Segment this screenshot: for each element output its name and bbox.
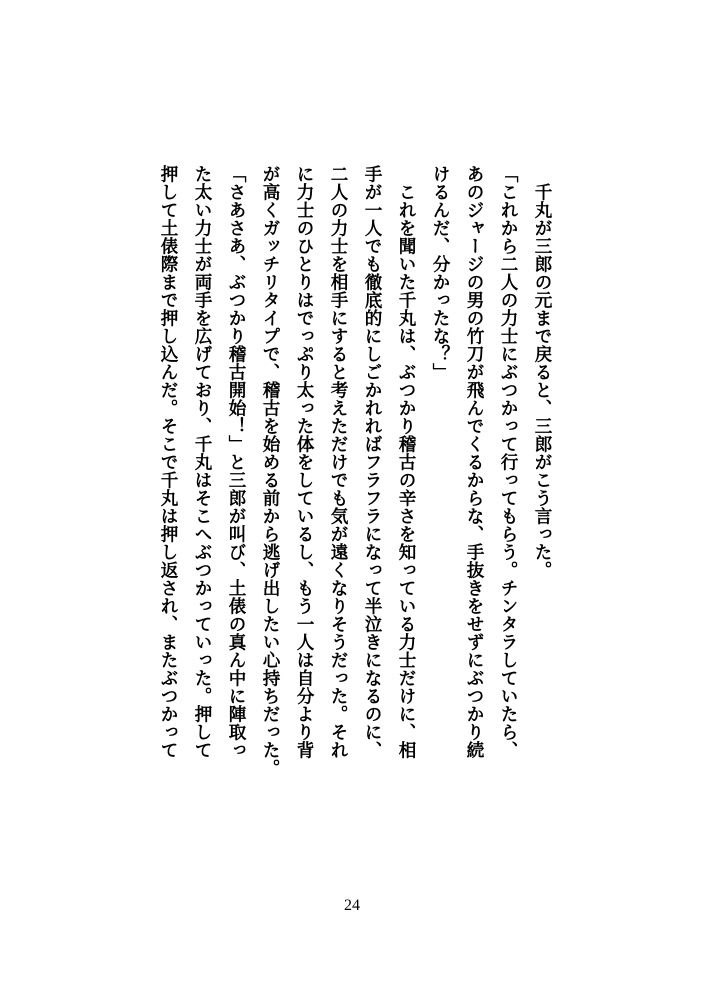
vertical-text-body bbox=[139, 165, 559, 865]
text-line: 「これから二人の力士にぶつかって行ってもらう。チンタラしていたら、 bbox=[498, 165, 518, 759]
page-number: 24 bbox=[344, 897, 360, 914]
text-line: が高くガッチリタイプで、稽古を始める前から逃げ出したい心持ちだった。 bbox=[260, 165, 280, 777]
text-line: 手が一人でも徹底的にしごかれればフラフラになって半泣きになるのに、 bbox=[362, 165, 382, 759]
text-line: 「さあさあ、ぶつかり稽古開始！」と三郎が叫び、土俵の真ん中に陣取っ bbox=[226, 165, 246, 759]
text-line: あのジャージの男の竹刀が飛んでくるからな、手抜きをせずにぶつかり続 bbox=[464, 165, 484, 759]
text-line: けるんだ、分かったな？」 bbox=[430, 165, 450, 381]
text-line: に力士のひとりはでっぷり太った体をしているし、もう一人は自分より背 bbox=[294, 165, 314, 759]
text-line: た太い力士が両手を広げており、千丸はそこへぶつかっていった。押して bbox=[192, 165, 212, 759]
text-line: これを聞いた千丸は、ぶつかり稽古の辛さを知っている力士だけに、相 bbox=[396, 165, 416, 759]
text-line: 千丸が三郎の元まで戻ると、三郎がこう言った。 bbox=[532, 165, 552, 579]
text-line: 二人の力士を相手にすると考えただけでも気が遠くなりそうだった。それ bbox=[328, 165, 348, 759]
text-line: 押して土俵際まで押し込んだ。そこで千丸は押し返され、またぶつかって bbox=[158, 165, 178, 759]
